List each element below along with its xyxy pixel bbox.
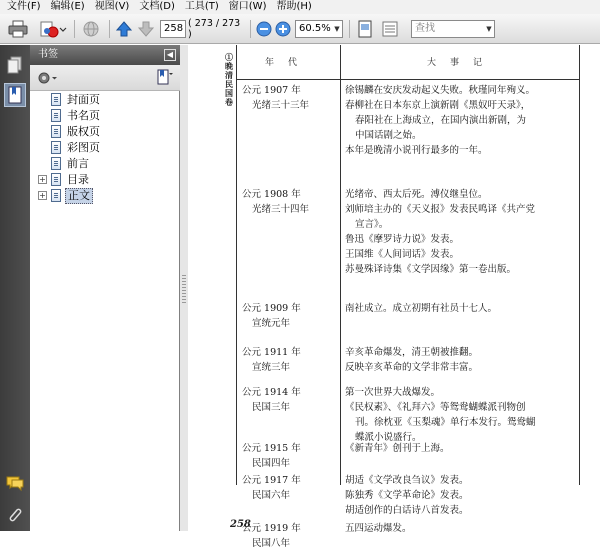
event-line: 宣言》。 bbox=[355, 219, 389, 230]
bookmark-label: 封面页 bbox=[67, 93, 100, 106]
panel-splitter[interactable] bbox=[180, 45, 188, 531]
event-line: 徐锡麟在安庆发动起义失败。秋瑾同年殉义。 bbox=[345, 85, 536, 96]
bookmark-label: 版权页 bbox=[67, 125, 100, 138]
bookmark-item[interactable] bbox=[38, 156, 178, 172]
bookmark-label: 彩图页 bbox=[67, 141, 100, 154]
event-line: 《新青年》创刊于上海。 bbox=[345, 443, 450, 454]
event-line: 胡适创作的白话诗八首发表。 bbox=[345, 505, 469, 516]
bookmark-label: 书名页 bbox=[67, 109, 100, 122]
bookmark-page-icon bbox=[51, 141, 61, 154]
zoom-in-icon bbox=[275, 21, 291, 37]
bookmark-label: 正文 bbox=[65, 188, 93, 204]
splitter-grip bbox=[182, 275, 186, 305]
next-page-button[interactable] bbox=[136, 19, 156, 39]
era-year: 公元 1907 年 bbox=[242, 85, 301, 96]
header-era: 年代 bbox=[265, 58, 312, 68]
bookmark-page-icon bbox=[51, 109, 61, 122]
collapse-panel-button[interactable]: ◀ bbox=[164, 49, 176, 61]
event-line: 刘师培主办的《天义报》发表民鸣译《共产党 bbox=[345, 204, 536, 215]
era-cell bbox=[239, 521, 339, 551]
comment-icon bbox=[6, 475, 24, 491]
fit-width-button[interactable] bbox=[379, 19, 401, 39]
globe-icon bbox=[82, 20, 100, 38]
arrow-down-icon bbox=[138, 21, 154, 37]
event-line: 辛亥革命爆发，清王朝被推翻。 bbox=[345, 347, 479, 358]
era-reign: 民国三年 bbox=[252, 402, 291, 413]
bookmark-page-icon bbox=[51, 125, 61, 138]
options-menu-button[interactable] bbox=[36, 69, 58, 87]
menu-window[interactable]: 窗口(W) bbox=[228, 1, 267, 12]
menu-file[interactable]: 文件(F) bbox=[7, 1, 41, 12]
zoom-out-icon bbox=[256, 21, 272, 37]
create-pdf-icon bbox=[38, 20, 68, 38]
pages-icon bbox=[7, 56, 23, 74]
bookmarks-panel-button[interactable] bbox=[4, 83, 26, 107]
era-cell bbox=[239, 473, 339, 503]
print-button[interactable] bbox=[6, 19, 30, 39]
arrow-up-icon bbox=[116, 21, 132, 37]
era-year: 公元 1909 年 bbox=[242, 303, 301, 314]
era-cell bbox=[239, 83, 339, 113]
bookmark-item[interactable] bbox=[38, 124, 178, 140]
event-line: 苏曼殊译诗集《文学因缘》第一卷出版。 bbox=[345, 264, 517, 275]
search-input[interactable] bbox=[411, 20, 495, 38]
era-reign: 宣统元年 bbox=[252, 318, 291, 329]
comments-panel-button[interactable] bbox=[4, 471, 26, 495]
printer-icon bbox=[8, 20, 28, 38]
era-year: 公元 1911 年 bbox=[242, 347, 301, 358]
event-line: 反映辛亥革命的文学非常丰富。 bbox=[345, 362, 479, 373]
new-bookmark-icon bbox=[156, 69, 174, 87]
fit-page-icon bbox=[356, 20, 374, 38]
column-divider bbox=[340, 45, 341, 485]
collaborate-button[interactable] bbox=[79, 19, 103, 39]
panel-toolbar bbox=[30, 65, 180, 91]
era-reign: 民国四年 bbox=[252, 458, 291, 469]
event-line: 南社成立。成立初期有社员十七人。 bbox=[345, 303, 498, 314]
page-count-label: ( 273 / 273 ) bbox=[188, 18, 241, 40]
bookmark-label: 前言 bbox=[67, 157, 89, 170]
toolbar-separator bbox=[109, 20, 110, 38]
pages-panel-button[interactable] bbox=[4, 53, 26, 77]
toolbar-separator bbox=[349, 20, 350, 38]
menu-tools[interactable]: 工具(T) bbox=[184, 1, 219, 12]
era-year: 公元 1914 年 bbox=[242, 387, 301, 398]
attachments-panel-button[interactable] bbox=[4, 503, 26, 527]
era-reign: 光绪三十三年 bbox=[252, 100, 310, 111]
era-cell bbox=[239, 385, 339, 415]
bookmark-page-icon bbox=[51, 173, 61, 186]
bookmark-page-icon bbox=[51, 157, 61, 170]
bookmark-item[interactable] bbox=[38, 188, 178, 204]
menu-edit[interactable]: 编辑(E) bbox=[50, 1, 85, 12]
menu-document[interactable]: 文档(D) bbox=[139, 1, 175, 12]
era-cell bbox=[239, 345, 339, 375]
navigation-pane-strip bbox=[0, 45, 30, 531]
expand-icon[interactable]: + bbox=[39, 175, 46, 184]
toolbar bbox=[0, 14, 600, 44]
panel-title: 书签 bbox=[38, 49, 58, 60]
menu-bar bbox=[0, 0, 600, 14]
page-number: 258 bbox=[230, 519, 251, 530]
era-year: 公元 1917 年 bbox=[242, 475, 301, 486]
chevron-down-icon: ▼ bbox=[334, 25, 340, 33]
bookmark-label: 目录 bbox=[67, 173, 89, 186]
event-line: 光绪帝、西太后死。溥仪继皇位。 bbox=[345, 189, 488, 200]
zoom-in-button[interactable] bbox=[274, 19, 292, 39]
table-header bbox=[237, 45, 579, 80]
bookmark-page-icon bbox=[51, 93, 61, 106]
event-line: 春阳社在上海成立，在国内演出新剧，为 bbox=[355, 115, 527, 126]
zoom-select[interactable] bbox=[295, 20, 343, 38]
panel-header bbox=[30, 45, 180, 65]
event-line: 《民权素》、《礼拜六》等鸳鸯蝴蝶派刊物创 bbox=[345, 402, 526, 413]
era-cell bbox=[239, 301, 339, 331]
page-number-input[interactable]: 258 bbox=[160, 20, 186, 38]
toolbar-separator bbox=[250, 20, 251, 38]
fit-width-icon bbox=[381, 20, 399, 38]
era-reign: 宣统三年 bbox=[252, 362, 291, 373]
event-line: 春柳社在日本东京上演新剧《黑奴吁天录》， bbox=[345, 100, 531, 111]
bookmark-item[interactable] bbox=[38, 172, 178, 188]
create-pdf-button[interactable] bbox=[36, 19, 70, 39]
event-line: 中国话剧之始。 bbox=[355, 130, 422, 141]
era-year: 公元 1908 年 bbox=[242, 189, 301, 200]
fit-page-button[interactable] bbox=[354, 19, 376, 39]
chevron-down-icon: ▼ bbox=[486, 25, 492, 33]
section-tab: ①晚清民国卷 bbox=[225, 52, 233, 107]
era-reign: 光绪三十四年 bbox=[252, 204, 310, 215]
event-line: 第一次世界大战爆发。 bbox=[345, 387, 441, 398]
paperclip-icon bbox=[7, 506, 23, 524]
bookmarks-panel bbox=[30, 45, 180, 531]
era-reign: 民国六年 bbox=[252, 490, 291, 501]
era-reign: 民国八年 bbox=[252, 538, 291, 549]
event-line: 蝶派小说盛行。 bbox=[355, 432, 422, 443]
event-line: 王国维《人间词话》发表。 bbox=[345, 249, 460, 260]
pdf-page bbox=[218, 45, 600, 549]
era-year: 公元 1915 年 bbox=[242, 443, 301, 454]
event-line: 刊。徐枕亚《玉梨魂》单行本发行。鸳鸯蝴 bbox=[355, 417, 536, 428]
era-year: 公元 1919 年 bbox=[242, 523, 301, 534]
search-placeholder: 查找 bbox=[415, 23, 435, 34]
event-line: 陈独秀《文学革命论》发表。 bbox=[345, 490, 469, 501]
document-viewport[interactable] bbox=[188, 45, 600, 549]
bookmark-page-icon bbox=[51, 189, 61, 202]
new-bookmark-button[interactable] bbox=[156, 69, 174, 87]
menu-view[interactable]: 视图(V) bbox=[94, 1, 130, 12]
expand-icon[interactable]: + bbox=[39, 191, 46, 200]
bookmark-item[interactable] bbox=[38, 140, 178, 156]
bookmark-icon bbox=[7, 86, 23, 104]
toolbar-separator bbox=[74, 20, 75, 38]
zoom-value: 60.5% bbox=[299, 23, 331, 34]
bookmark-item[interactable] bbox=[38, 108, 178, 124]
era-cell bbox=[239, 187, 339, 217]
event-line: 本年是晚清小说刊行最多的一年。 bbox=[345, 145, 488, 156]
gear-icon bbox=[36, 69, 58, 87]
event-line: 胡适《文学改良刍议》发表。 bbox=[345, 475, 469, 486]
bookmark-item[interactable] bbox=[38, 92, 178, 108]
menu-help[interactable]: 帮助(H) bbox=[276, 1, 312, 12]
event-line: 鲁迅《摩罗诗力说》发表。 bbox=[345, 234, 460, 245]
event-line: 五四运动爆发。 bbox=[345, 523, 412, 534]
header-events: 大事记 bbox=[427, 58, 497, 68]
previous-page-button[interactable] bbox=[114, 19, 134, 39]
era-cell bbox=[239, 441, 339, 471]
zoom-out-button[interactable] bbox=[255, 19, 273, 39]
